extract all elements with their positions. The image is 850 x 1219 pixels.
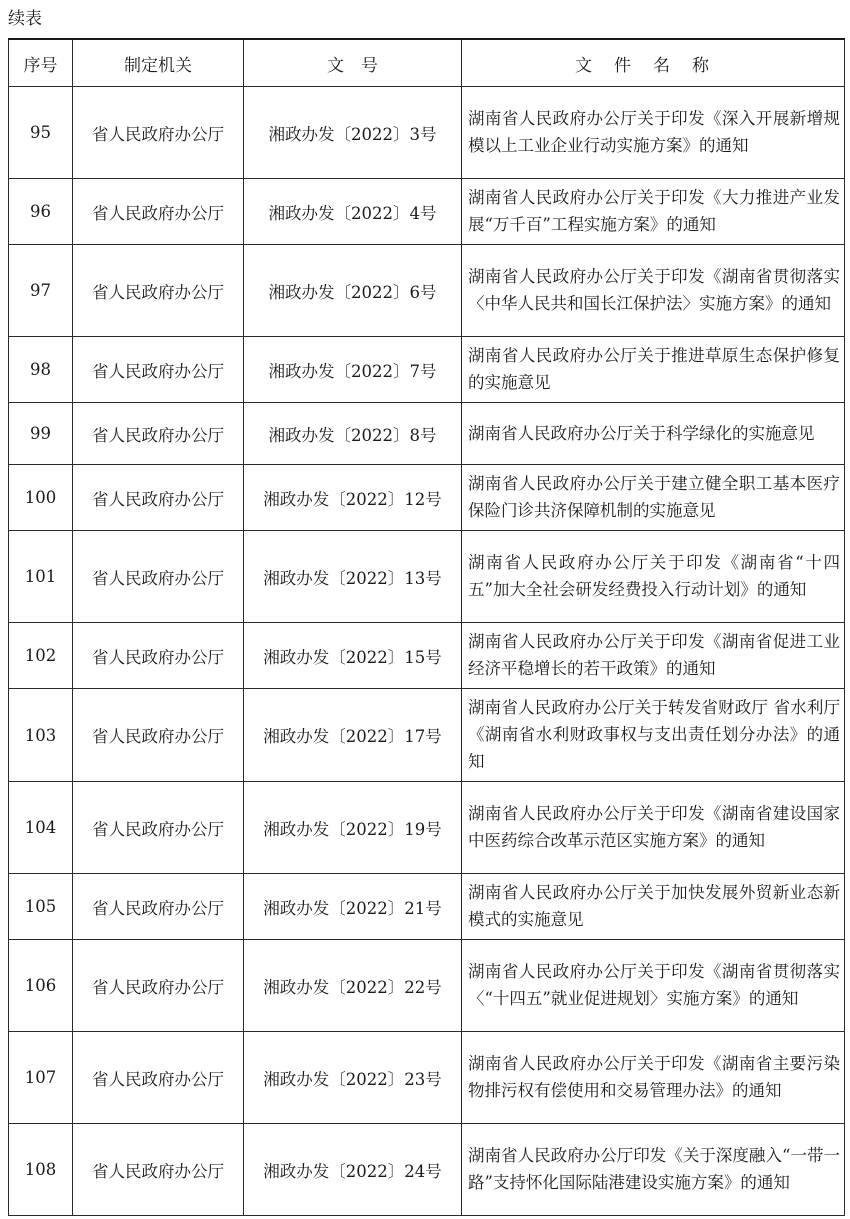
- cell-agency: 省人民政府办公厅: [73, 874, 244, 940]
- header-title: 文件名称: [462, 39, 845, 87]
- cell-doc-no: 湘政办发〔2022〕22号: [244, 940, 462, 1032]
- cell-index: 105: [9, 874, 73, 940]
- cell-doc-no: 湘政办发〔2022〕8号: [244, 403, 462, 465]
- cell-doc-no: 湘政办发〔2022〕6号: [244, 245, 462, 337]
- table-row: [9, 337, 845, 403]
- cell-doc-no: 湘政办发〔2022〕21号: [244, 874, 462, 940]
- table-row: [9, 782, 845, 874]
- cell-agency: 省人民政府办公厅: [73, 940, 244, 1032]
- cell-agency: 省人民政府办公厅: [73, 1124, 244, 1216]
- cell-index: 107: [9, 1032, 73, 1124]
- cell-index: 104: [9, 782, 73, 874]
- header-doc-no: 文 号: [244, 39, 462, 87]
- cell-doc-no: 湘政办发〔2022〕24号: [244, 1124, 462, 1216]
- cell-index: 100: [9, 465, 73, 531]
- table-row: [9, 623, 845, 689]
- cell-doc-no: 湘政办发〔2022〕23号: [244, 1032, 462, 1124]
- cell-agency: 省人民政府办公厅: [73, 623, 244, 689]
- cell-agency: 省人民政府办公厅: [73, 403, 244, 465]
- document-table: [8, 38, 845, 1216]
- cell-title: 湖南省人民政府办公厅关于科学绿化的实施意见: [462, 403, 845, 465]
- table-row: [9, 1124, 845, 1216]
- cell-title: 湖南省人民政府办公厅关于印发《湖南省促进工业经济平稳增长的若干政策》的通知: [462, 623, 845, 689]
- cell-agency: 省人民政府办公厅: [73, 531, 244, 623]
- cell-doc-no: 湘政办发〔2022〕7号: [244, 337, 462, 403]
- cell-title: 湖南省人民政府办公厅关于印发《湖南省贯彻落实〈“十四五”就业促进规划〉实施方案》的通知: [462, 940, 845, 1032]
- cell-doc-no: 湘政办发〔2022〕15号: [244, 623, 462, 689]
- table-row: [9, 531, 845, 623]
- cell-title: 湖南省人民政府办公厅关于印发《湖南省“十四五”加大全社会研发经费投入行动计划》的通知: [462, 531, 845, 623]
- header-index: 序号: [9, 39, 73, 87]
- cell-doc-no: 湘政办发〔2022〕12号: [244, 465, 462, 531]
- cell-title: 湖南省人民政府办公厅关于印发《深入开展新增规模以上工业企业行动实施方案》的通知: [462, 87, 845, 179]
- cell-index: 96: [9, 179, 73, 245]
- table-row: [9, 940, 845, 1032]
- cell-agency: 省人民政府办公厅: [73, 1032, 244, 1124]
- cell-index: 99: [9, 403, 73, 465]
- table-row: [9, 465, 845, 531]
- cell-title: 湖南省人民政府办公厅关于印发《湖南省建设国家中医药综合改革示范区实施方案》的通知: [462, 782, 845, 874]
- cell-doc-no: 湘政办发〔2022〕13号: [244, 531, 462, 623]
- cell-index: 106: [9, 940, 73, 1032]
- table-row: [9, 874, 845, 940]
- cell-agency: 省人民政府办公厅: [73, 179, 244, 245]
- cell-title: 湖南省人民政府办公厅关于加快发展外贸新业态新模式的实施意见: [462, 874, 845, 940]
- cell-title: 湖南省人民政府办公厅关于建立健全职工基本医疗保险门诊共济保障机制的实施意见: [462, 465, 845, 531]
- cell-title: 湖南省人民政府办公厅关于推进草原生态保护修复的实施意见: [462, 337, 845, 403]
- cell-agency: 省人民政府办公厅: [73, 782, 244, 874]
- cell-index: 108: [9, 1124, 73, 1216]
- cell-index: 101: [9, 531, 73, 623]
- cell-agency: 省人民政府办公厅: [73, 689, 244, 782]
- header-agency: 制定机关: [73, 39, 244, 87]
- table-row: [9, 245, 845, 337]
- cell-index: 103: [9, 689, 73, 782]
- table-row: [9, 179, 845, 245]
- cell-doc-no: 湘政办发〔2022〕3号: [244, 87, 462, 179]
- cell-agency: 省人民政府办公厅: [73, 87, 244, 179]
- cell-title: 湖南省人民政府办公厅关于印发《大力推进产业发展“万千百”工程实施方案》的通知: [462, 179, 845, 245]
- table-row: [9, 403, 845, 465]
- table-row: [9, 87, 845, 179]
- cell-agency: 省人民政府办公厅: [73, 337, 244, 403]
- cell-doc-no: 湘政办发〔2022〕17号: [244, 689, 462, 782]
- cell-index: 95: [9, 87, 73, 179]
- cell-index: 102: [9, 623, 73, 689]
- cell-index: 97: [9, 245, 73, 337]
- table-caption: 续表: [8, 9, 42, 29]
- table-row: [9, 689, 845, 782]
- cell-doc-no: 湘政办发〔2022〕4号: [244, 179, 462, 245]
- table-body: [9, 87, 845, 1216]
- cell-agency: 省人民政府办公厅: [73, 245, 244, 337]
- cell-doc-no: 湘政办发〔2022〕19号: [244, 782, 462, 874]
- table-header-row: [9, 39, 845, 87]
- cell-title: 湖南省人民政府办公厅印发《关于深度融入“一带一路”支持怀化国际陆港建设实施方案》的通知: [462, 1124, 845, 1216]
- cell-index: 98: [9, 337, 73, 403]
- cell-agency: 省人民政府办公厅: [73, 465, 244, 531]
- table-row: [9, 1032, 845, 1124]
- cell-title: 湖南省人民政府办公厅关于转发省财政厅 省水利厅《湖南省水利财政事权与支出责任划分办法》的通知: [462, 689, 845, 782]
- cell-title: 湖南省人民政府办公厅关于印发《湖南省贯彻落实〈中华人民共和国长江保护法〉实施方案》的通知: [462, 245, 845, 337]
- cell-title: 湖南省人民政府办公厅关于印发《湖南省主要污染物排污权有偿使用和交易管理办法》的通知: [462, 1032, 845, 1124]
